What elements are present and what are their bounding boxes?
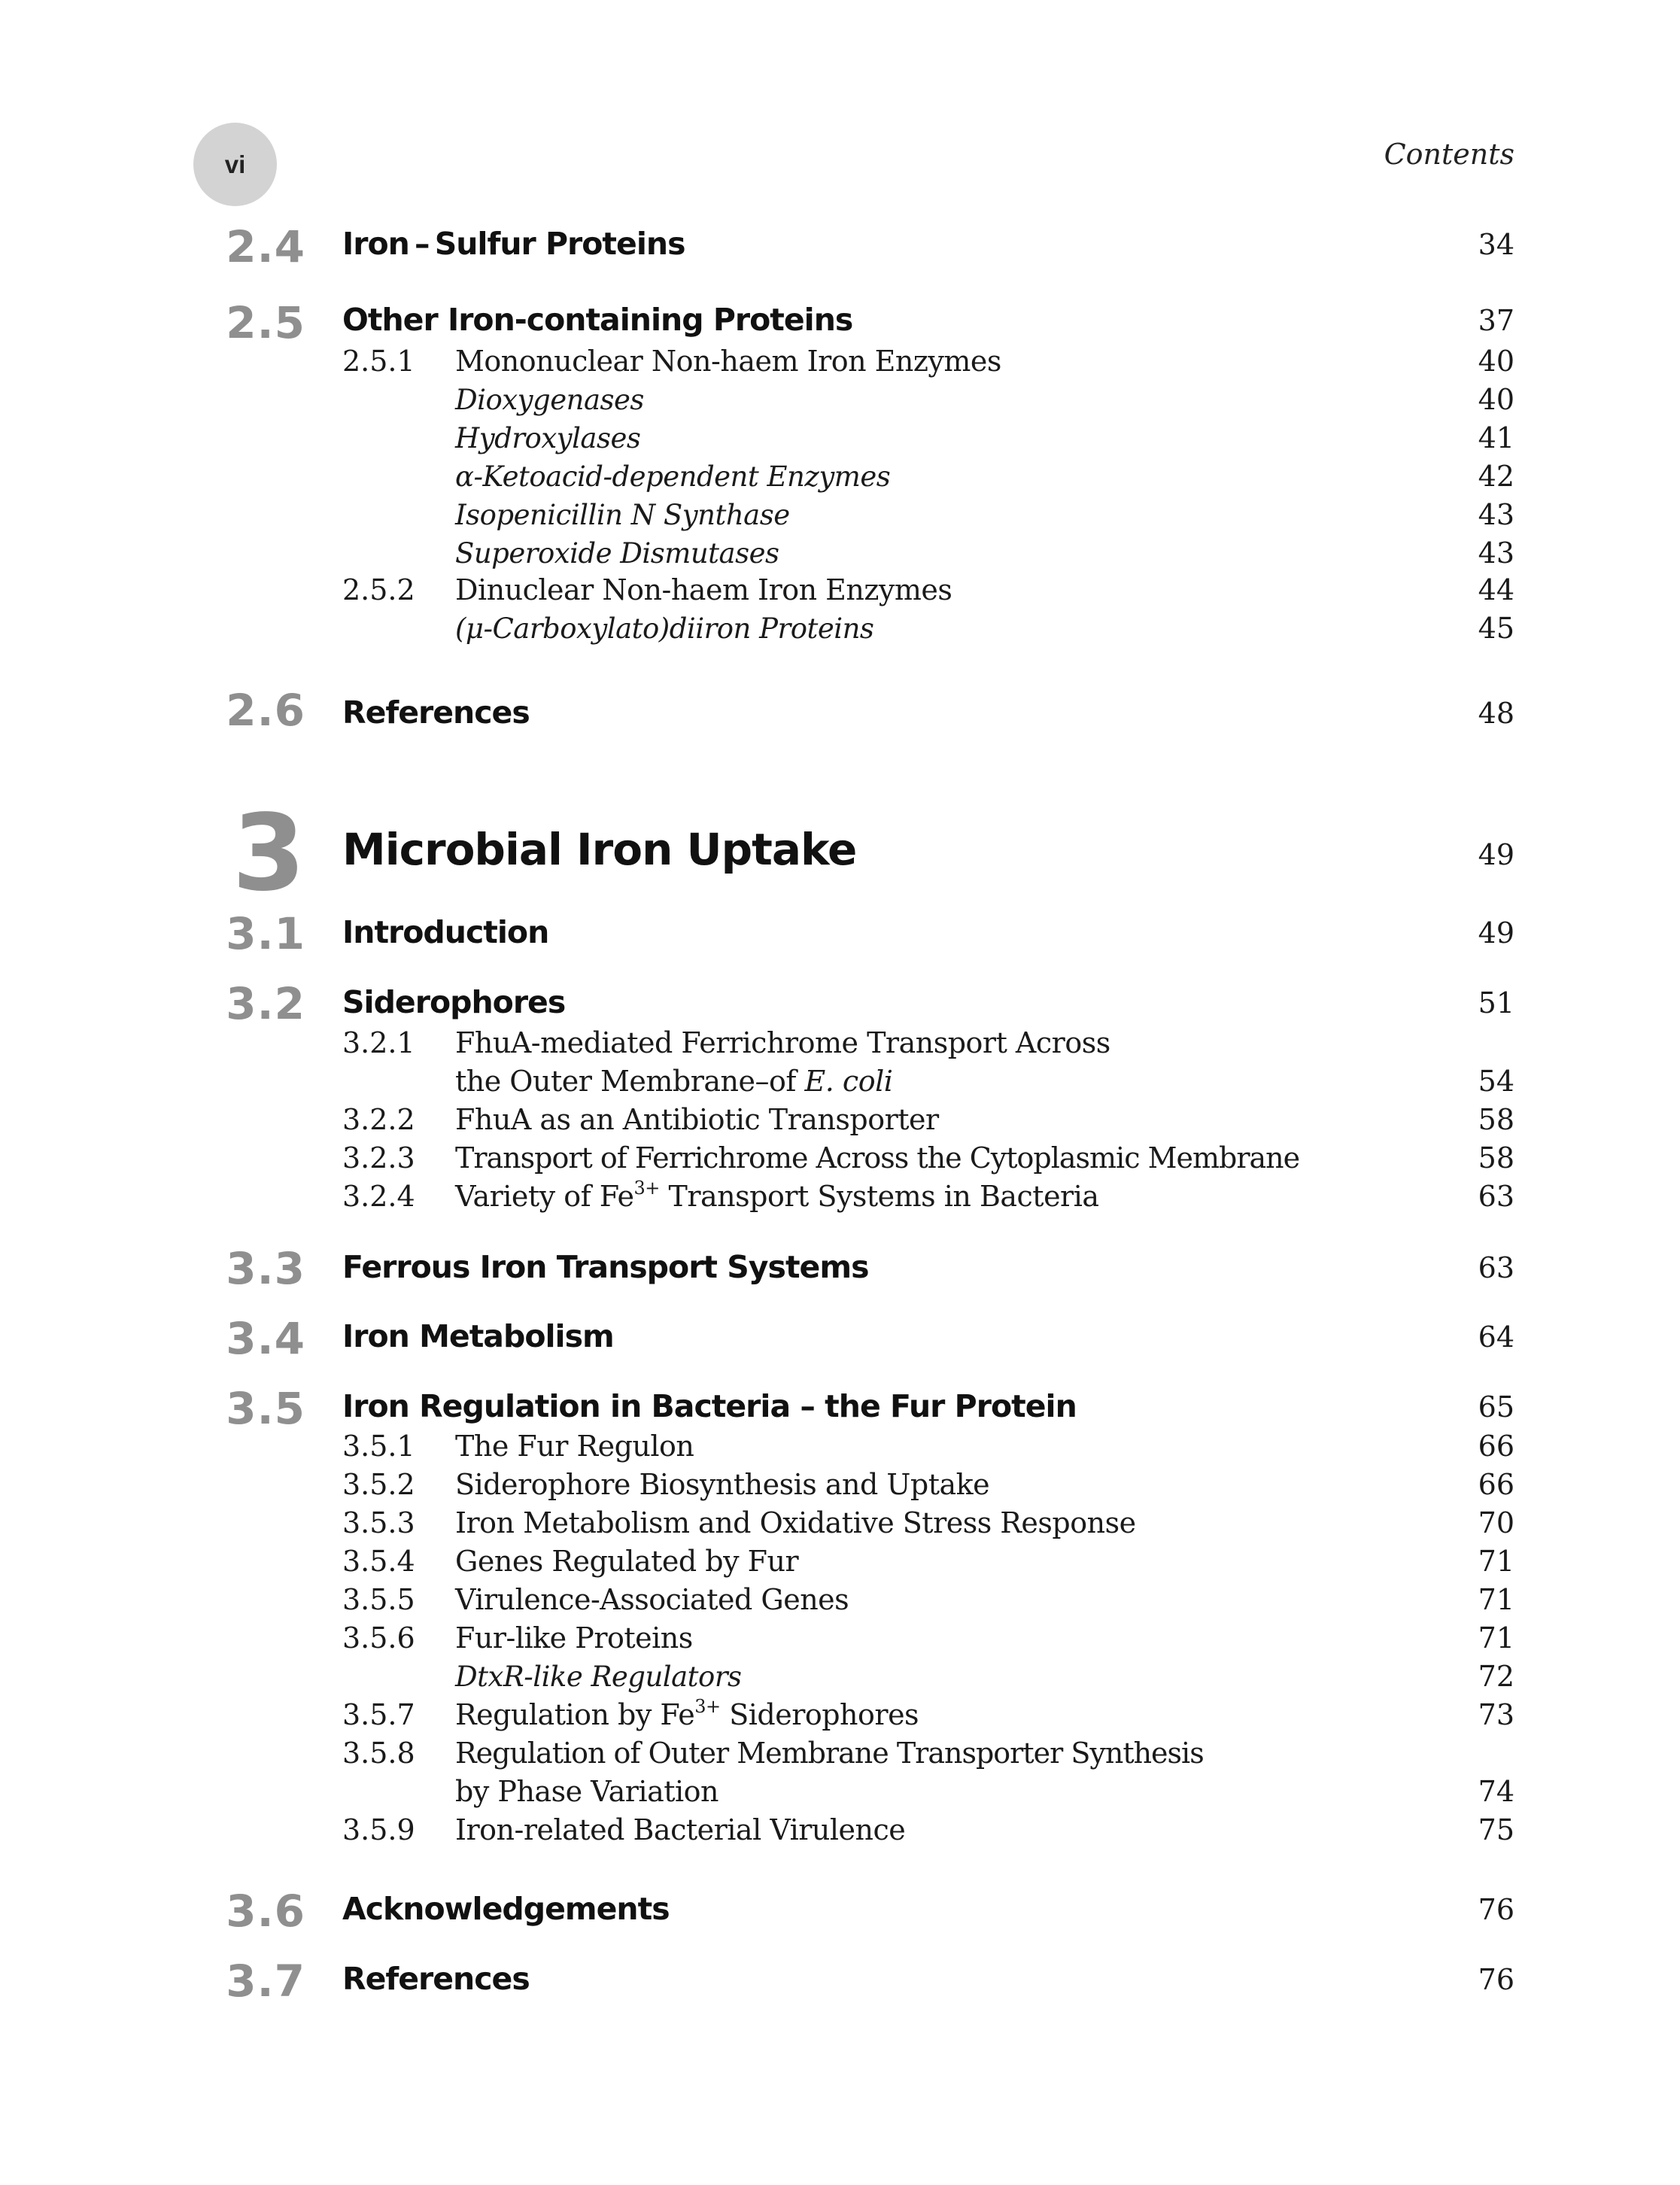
- page-ref: 73: [1478, 1698, 1514, 1731]
- subsection-title: Genes Regulated by Fur: [455, 1545, 799, 1578]
- toc-topic[interactable]: [342, 536, 1514, 570]
- toc-subentry[interactable]: [342, 1468, 1514, 1501]
- page-ref: 58: [1478, 1141, 1514, 1175]
- page-ref: 37: [1478, 304, 1514, 337]
- subsection-number: 3.5.9: [342, 1813, 415, 1846]
- page-ref: 51: [1478, 986, 1514, 1020]
- section-number: 3.4: [226, 1313, 305, 1364]
- subsection-title: Transport of Ferrichrome Across the Cytoplasmic Membrane: [455, 1141, 1300, 1175]
- toc-entry[interactable]: [342, 984, 1514, 1020]
- subsection-title: FhuA-mediated Ferrichrome Transport Across: [455, 1026, 1110, 1059]
- toc-topic[interactable]: [342, 383, 1514, 416]
- toc-chapter[interactable]: [342, 824, 1514, 875]
- subsection-title: Mononuclear Non-haem Iron Enzymes: [455, 345, 1001, 378]
- subsection-title-continued: by Phase Variation: [455, 1775, 718, 1808]
- toc-subentry[interactable]: [342, 1103, 1514, 1136]
- subsection-title: Dinuclear Non-haem Iron Enzymes: [455, 573, 952, 606]
- toc-topic[interactable]: [342, 460, 1514, 493]
- section-number: 2.5: [226, 297, 305, 348]
- page-ref: 49: [1478, 838, 1514, 871]
- toc-subentry[interactable]: [342, 1583, 1514, 1616]
- subsection-number: 3.2.1: [342, 1026, 415, 1059]
- section-number: 2.6: [226, 685, 305, 736]
- running-head: Contents: [1384, 138, 1514, 171]
- subsection-number: 3.5.3: [342, 1506, 415, 1539]
- page-ref: 40: [1478, 383, 1514, 416]
- page-ref: 54: [1478, 1065, 1514, 1098]
- subsection-title-continued: the Outer Membrane–of E. coli: [455, 1065, 893, 1098]
- section-title: Other Iron-containing Proteins: [342, 302, 853, 338]
- section-number: 3.7: [226, 1956, 305, 2007]
- chapter-number: 3: [232, 792, 305, 915]
- section-number: 3.2: [226, 978, 305, 1029]
- toc-entry[interactable]: [342, 694, 1514, 731]
- page-ref: 42: [1478, 460, 1514, 493]
- page-ref: 76: [1478, 1893, 1514, 1926]
- toc-subentry[interactable]: [342, 573, 1514, 606]
- section-number: 2.4: [226, 221, 305, 272]
- page-ref: 71: [1478, 1545, 1514, 1578]
- subsection-title: Iron Metabolism and Oxidative Stress Response: [455, 1506, 1136, 1539]
- subsection-number: 3.5.5: [342, 1583, 415, 1616]
- subsection-title: Iron-related Bacterial Virulence: [455, 1813, 906, 1846]
- chapter-title: Microbial Iron Uptake: [342, 824, 857, 875]
- toc-subentry[interactable]: [342, 1180, 1514, 1213]
- section-number: 3.6: [226, 1886, 305, 1937]
- page-ref: 64: [1478, 1320, 1514, 1354]
- subsection-number: 3.5.1: [342, 1430, 415, 1463]
- topic-title: Isopenicillin N Synthase: [455, 499, 790, 531]
- page-ref: 75: [1478, 1813, 1514, 1846]
- topic-title: (μ-Carboxylato)diiron Proteins: [455, 612, 874, 645]
- toc-subentry[interactable]: [342, 1506, 1514, 1539]
- section-number: 3.1: [226, 908, 305, 959]
- subsection-number: 2.5.1: [342, 345, 415, 378]
- section-title: Iron Regulation in Bacteria – the Fur Protein: [342, 1388, 1077, 1424]
- toc-topic[interactable]: [342, 1660, 1514, 1693]
- toc-entry[interactable]: [342, 1891, 1514, 1927]
- subsection-number: 2.5.2: [342, 573, 415, 606]
- toc-subentry[interactable]: [342, 1813, 1514, 1846]
- toc-subentry[interactable]: [342, 1737, 1514, 1770]
- species-name: E. coli: [804, 1065, 893, 1098]
- page-ref: 70: [1478, 1506, 1514, 1539]
- toc-subentry[interactable]: [342, 1141, 1514, 1175]
- page-ref: 58: [1478, 1103, 1514, 1136]
- subsection-number: 3.5.4: [342, 1545, 415, 1578]
- page-number-badge: [193, 123, 277, 206]
- page-ref: 66: [1478, 1468, 1514, 1501]
- section-title: Ferrous Iron Transport Systems: [342, 1249, 869, 1285]
- toc-entry[interactable]: [342, 1249, 1514, 1285]
- page-ref: 48: [1478, 697, 1514, 730]
- toc-subentry[interactable]: [342, 1545, 1514, 1578]
- subsection-number: 3.2.3: [342, 1141, 415, 1175]
- page-ref: 40: [1478, 345, 1514, 378]
- page-ref: 71: [1478, 1621, 1514, 1655]
- subsection-title: Variety of $Fe^{3+}$ Transport Systems in Bacteria: [455, 1178, 1099, 1213]
- topic-title: Superoxide Dismutases: [455, 537, 779, 570]
- page-number: vi: [224, 150, 246, 178]
- section-title: Iron Metabolism: [342, 1318, 614, 1354]
- subsection-title: Regulation of Outer Membrane Transporter Synthesis: [455, 1737, 1204, 1770]
- toc-entry[interactable]: [342, 914, 1514, 950]
- page-ref: 41: [1478, 421, 1514, 454]
- topic-title: α-Ketoacid-dependent Enzymes: [455, 460, 891, 493]
- page-ref: 65: [1478, 1390, 1514, 1424]
- toc-entry[interactable]: [342, 1318, 1514, 1354]
- subsection-number: 3.5.7: [342, 1698, 415, 1731]
- page-ref: 72: [1478, 1660, 1514, 1693]
- page-ref: 49: [1478, 916, 1514, 950]
- subsection-number: 3.5.6: [342, 1621, 415, 1655]
- section-title: References: [342, 694, 530, 731]
- page-ref: 74: [1478, 1775, 1514, 1808]
- section-title: Introduction: [342, 914, 549, 950]
- subsection-title: Siderophore Biosynthesis and Uptake: [455, 1468, 990, 1501]
- page-ref: 43: [1478, 536, 1514, 570]
- page-ref: 66: [1478, 1430, 1514, 1463]
- toc-topic[interactable]: [342, 498, 1514, 531]
- topic-title: Hydroxylases: [455, 422, 641, 454]
- section-title: Iron – Sulfur Proteins: [342, 226, 685, 262]
- toc-subentry[interactable]: [342, 1026, 1514, 1059]
- subsection-title: Fur-like Proteins: [455, 1621, 693, 1655]
- toc-entry[interactable]: [342, 226, 1514, 262]
- page-ref: 76: [1478, 1963, 1514, 1996]
- page-ref: 63: [1478, 1180, 1514, 1213]
- subsection-number: 3.5.8: [342, 1737, 415, 1770]
- toc-subentry-continued[interactable]: [342, 1065, 1514, 1098]
- subsection-title: Virulence-Associated Genes: [455, 1583, 849, 1616]
- toc-entry[interactable]: [342, 302, 1514, 338]
- toc-subentry[interactable]: [342, 345, 1514, 378]
- section-title: References: [342, 1961, 530, 1997]
- toc-subentry[interactable]: [342, 1698, 1514, 1731]
- toc-subentry-continued[interactable]: [342, 1775, 1514, 1808]
- page-ref: 43: [1478, 498, 1514, 531]
- subsection-number: 3.2.2: [342, 1103, 415, 1136]
- section-title: Siderophores: [342, 984, 566, 1020]
- page-ref: 63: [1478, 1251, 1514, 1284]
- subsection-number: 3.5.2: [342, 1468, 415, 1501]
- page-ref: 44: [1478, 573, 1514, 606]
- toc-topic[interactable]: [342, 421, 1514, 454]
- section-number: 3.3: [226, 1243, 305, 1294]
- toc-topic[interactable]: [342, 612, 1514, 645]
- page-ref: 34: [1478, 228, 1514, 261]
- toc-entry[interactable]: [342, 1388, 1514, 1424]
- topic-title: DtxR-like Regulators: [455, 1661, 742, 1693]
- subsection-title: Regulation by $Fe^{3+}$ Siderophores: [455, 1696, 919, 1731]
- subsection-title: FhuA as an Antibiotic Transporter: [455, 1103, 939, 1136]
- subsection-number: 3.2.4: [342, 1180, 415, 1213]
- section-title: Acknowledgements: [342, 1891, 670, 1927]
- page-ref: 45: [1478, 612, 1514, 645]
- toc-subentry[interactable]: [342, 1621, 1514, 1655]
- page-ref: 71: [1478, 1583, 1514, 1616]
- toc-entry[interactable]: [342, 1961, 1514, 1997]
- section-number: 3.5: [226, 1383, 305, 1434]
- toc-subentry[interactable]: [342, 1430, 1514, 1463]
- subsection-title: The Fur Regulon: [455, 1430, 694, 1463]
- topic-title: Dioxygenases: [455, 384, 644, 416]
